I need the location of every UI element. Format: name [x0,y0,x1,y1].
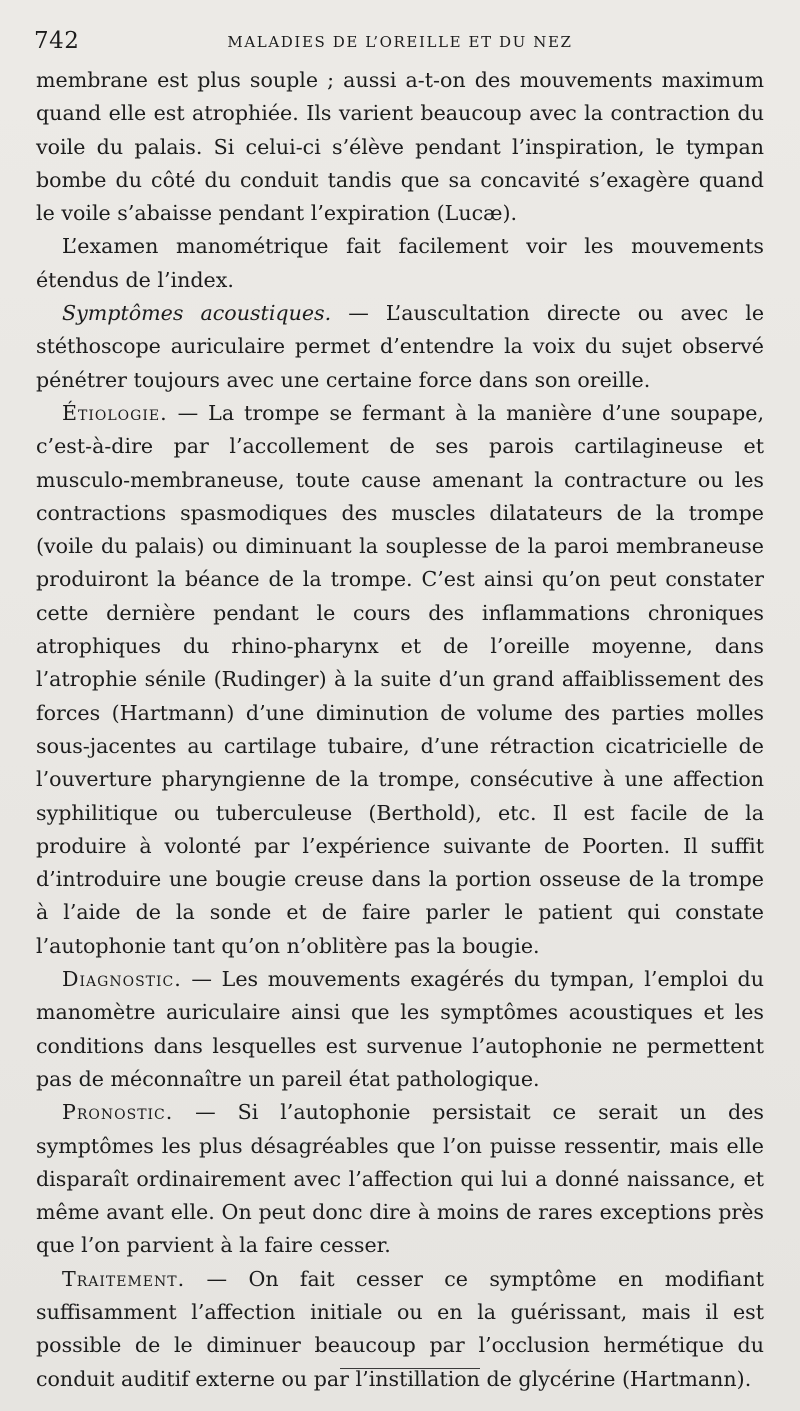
section-end-rule [340,1368,480,1369]
paragraph-text: membrane est plus souple ; aussi a-t-on des mouvements maximum quand elle est atrophiée. Ils varient beaucoup avec la contraction du voile du palais. Si celui-ci s’élève pendant l’inspiration, le tympan bombe du côté du conduit tandis que sa concavité s’exagère quand le voile s’abaisse pendant l’expiration (Lucæ). [36,68,764,226]
section-heading: Diagnostic. [62,967,182,992]
page-number: 742 [34,28,80,54]
paragraph-text: — La trompe se fermant à la manière d’une soupape, c’est-à-dire par l’accollement de ses parois cartilagineuse et musculo-membraneuse, toute cause amenant la contracture ou les contractions spasmodiques des muscles dilatateurs de la trompe (voile du palais) ou diminuant la souplesse de la paroi membraneuse produiront la béance de la trompe. C’est ainsi qu’on peut constater cette dernière pendant le cours des inflammations chroniques atrophiques du rhino-pharynx et de l’oreille moyenne, dans l’atrophie sénile (Rudinger) à la suite d’un grand affaiblissement des forces (Hartmann) d’une diminution de volume des parties molles sous-jacentes au cartilage tubaire, d’une rétraction cicatricielle de l’ouverture pharyngienne de la trompe, consécutive à une affection syphilitique ou tuberculeuse (Berthold), etc. Il est facile de la produire à volonté par l’expérience suivante de Poorten. Il suffit d’introduire une bougie creuse dans la portion osseuse de la trompe à l’aide de la sonde et de faire parler le patient qui constate l’autophonie tant qu’on n’oblitère pas la bougie. [36,400,764,958]
paragraph-text: — On fait cesser ce symptôme en modifiant suffisamment l’affection initiale ou en la guérissant, mais il est possible de le diminuer beaucoup par l’occlusion hermétique du conduit auditif externe ou par l’instillation de glycérine (Hartmann). [36,1266,764,1391]
body-text [36,64,764,1396]
paragraph-continuation [36,64,764,230]
paragraph-text: — Si l’autophonie persistait ce serait un des symptômes les plus désagréables que l’on puisse ressentir, mais elle disparaît ordinairement avec l’affection qui lui a donné naissance, et même avant elle. On peut donc dire à moins de rares exceptions près que l’on parvient à la faire cesser. [36,1100,764,1258]
paragraph-treatment [36,1263,764,1396]
running-title: MALADIES DE L’OREILLE ET DU NEZ [227,33,573,51]
paragraph-etiology [36,397,764,963]
paragraph-prognosis [36,1096,764,1262]
paragraph-text: — Les mouvements exagérés du tympan, l’emploi du manomètre auriculaire ainsi que les symptômes acoustiques et les conditions dans lesquelles est survenue l’autophonie ne permettent pas de méconnaître un pareil état pathologique. [36,967,764,1091]
paragraph-text: — L’auscultation directe ou avec le stéthoscope auriculaire permet d’entendre la voix du sujet observé pénétrer toujours avec une certaine force dans son oreille. [36,301,765,392]
paragraph-acoustic-symptoms [36,297,764,397]
paragraph-diagnosis [36,963,764,1096]
page-header [34,28,766,58]
section-heading: Étiologie. [62,400,168,425]
section-heading: Symptômes acoustiques. [62,301,332,326]
section-heading: Traitement. [62,1266,186,1291]
paragraph-manometric-exam [36,230,764,297]
section-heading: Pronostic. [62,1100,174,1125]
paragraph-text: L’examen manométrique fait facilement voir les mouvements étendus de l’index. [36,234,764,292]
